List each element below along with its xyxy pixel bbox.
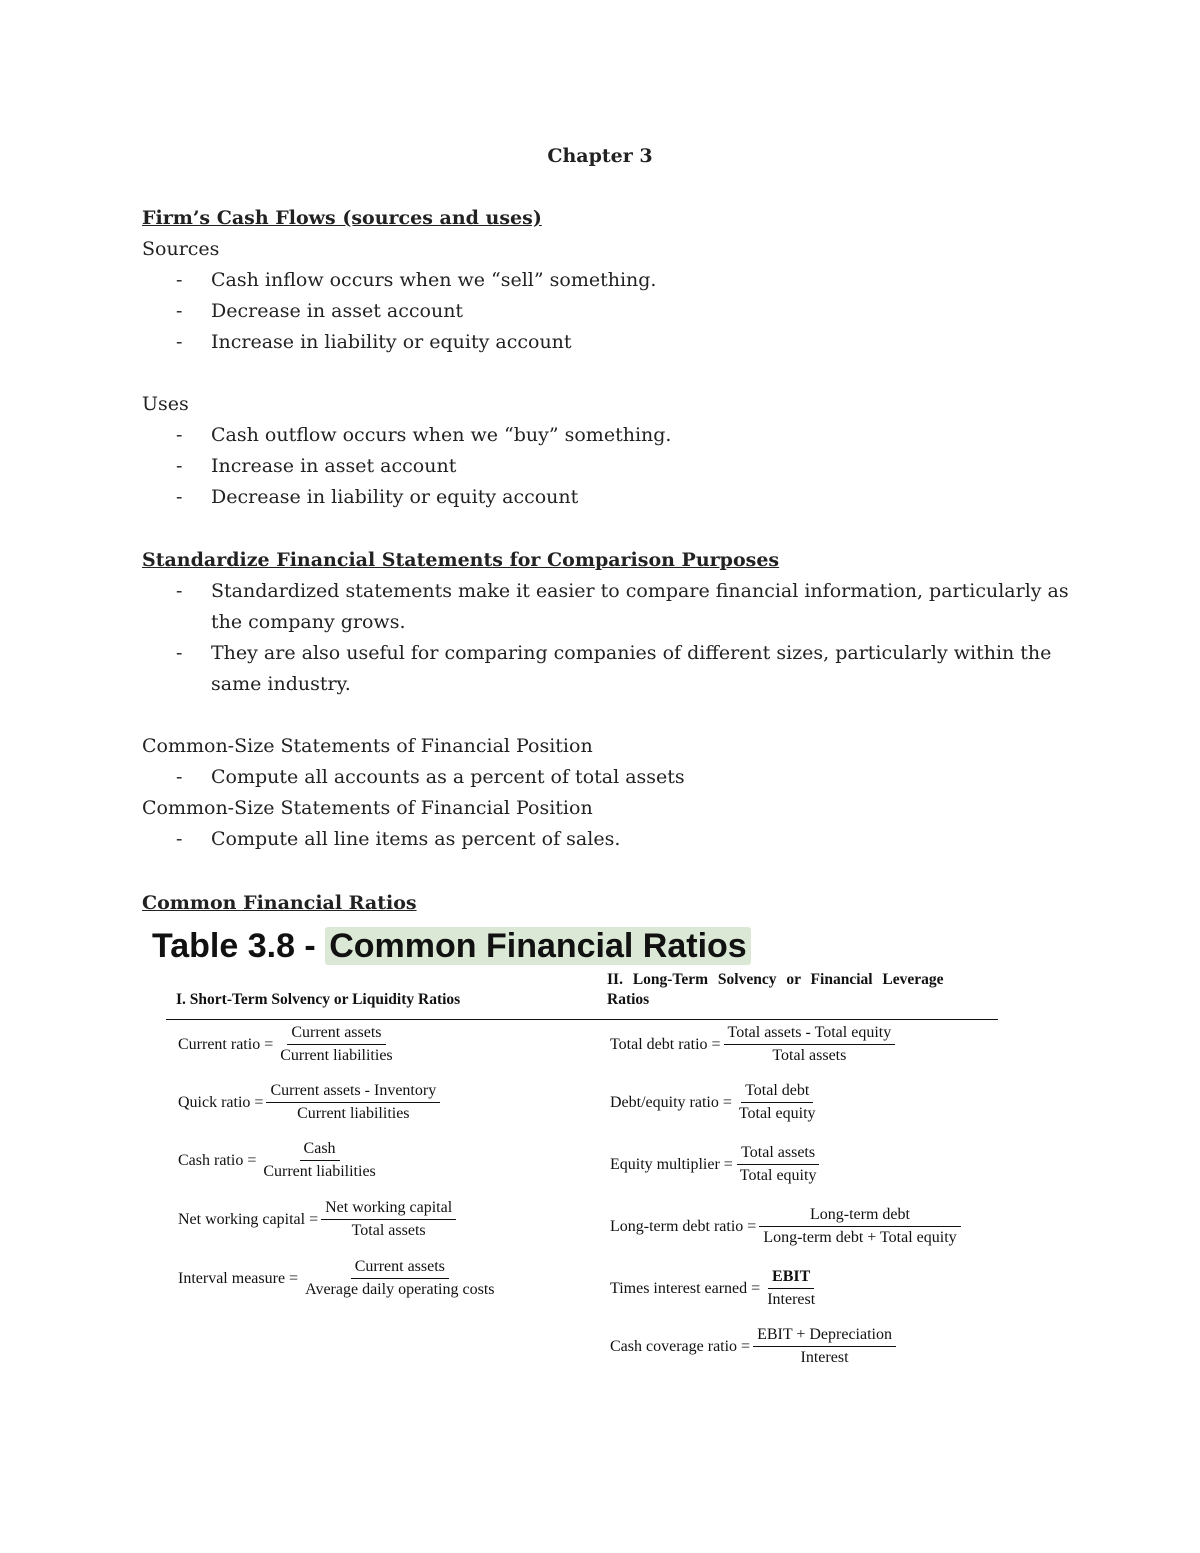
- ratio-fraction: [753, 1325, 896, 1368]
- ratio-label: Times interest earned =: [610, 1279, 761, 1297]
- ratio-fraction: [321, 1198, 456, 1241]
- ratio-fraction: [736, 1143, 821, 1186]
- column-header-leverage-2: Ratios: [607, 991, 650, 1008]
- ratio-denominator: Interest: [800, 1349, 849, 1366]
- section-heading-standardize: Standardize Financial Statements for Comparison Purposes: [142, 549, 780, 571]
- ratio-label: Total debt ratio =: [610, 1035, 721, 1053]
- ratio-times-interest-earned: [610, 1267, 819, 1310]
- ratio-current: [178, 1023, 397, 1066]
- ratio-denominator: Current liabilities: [280, 1047, 393, 1064]
- ratio-fraction: [266, 1081, 440, 1124]
- table-title: [152, 924, 751, 968]
- ratio-denominator: Average daily operating costs: [305, 1281, 495, 1298]
- ratio-total-debt: [610, 1023, 895, 1066]
- ratio-label: Current ratio =: [178, 1035, 274, 1053]
- bullet-dash: -: [176, 424, 183, 446]
- list-item: Compute all line items as percent of sales.: [211, 828, 621, 850]
- bullet-dash: -: [176, 580, 183, 602]
- sources-label: Sources: [142, 238, 220, 260]
- ratio-denominator: Total equity: [739, 1167, 817, 1184]
- ratio-denominator: Current liabilities: [263, 1163, 376, 1180]
- list-item: Decrease in liability or equity account: [211, 486, 579, 508]
- table-title-prefix: Table 3.8 -: [152, 927, 326, 965]
- ratio-denominator: Current liabilities: [297, 1105, 410, 1122]
- section-heading-cash-flows: Firm’s Cash Flows (sources and uses): [142, 207, 542, 229]
- table-rule: [166, 1019, 998, 1020]
- list-item: Cash outflow occurs when we “buy” something.: [211, 424, 672, 446]
- list-item-continuation: the company grows.: [211, 611, 406, 633]
- ratio-equity-multiplier: [610, 1143, 820, 1186]
- list-item: Compute all accounts as a percent of total assets: [211, 766, 685, 788]
- ratio-fraction: [735, 1081, 820, 1124]
- ratio-numerator: Current assets - Inventory: [266, 1081, 440, 1103]
- list-item: Increase in asset account: [211, 455, 457, 477]
- ratio-denominator: Total assets: [772, 1047, 847, 1064]
- section-heading-ratios: Common Financial Ratios: [142, 892, 417, 914]
- ratio-denominator: Total equity: [738, 1105, 816, 1122]
- list-item: They are also useful for comparing companies of different sizes, particularly within the: [211, 642, 1052, 664]
- ratio-numerator: Net working capital: [321, 1198, 456, 1220]
- bullet-dash: -: [176, 642, 183, 664]
- list-item: Cash inflow occurs when we “sell” something.: [211, 269, 657, 291]
- common-size-label: Common-Size Statements of Financial Position: [142, 797, 593, 819]
- ratio-numerator: Current assets: [351, 1257, 449, 1279]
- bullet-dash: -: [176, 828, 183, 850]
- list-item-continuation: same industry.: [211, 673, 351, 695]
- ratio-fraction: [763, 1267, 819, 1310]
- bullet-dash: -: [176, 331, 183, 353]
- column-header-liquidity: I. Short-Term Solvency or Liquidity Ratios: [176, 991, 461, 1008]
- bullet-dash: -: [176, 269, 183, 291]
- list-item: Decrease in asset account: [211, 300, 464, 322]
- ratio-denominator: Total assets: [351, 1222, 426, 1239]
- ratio-denominator: Long-term debt + Total equity: [759, 1226, 960, 1248]
- ratio-fraction: [276, 1023, 396, 1066]
- ratio-interval-measure: [178, 1257, 499, 1300]
- uses-label: Uses: [142, 393, 189, 415]
- list-item: Standardized statements make it easier to compare financial information, particularly as: [211, 580, 1069, 602]
- bullet-dash: -: [176, 766, 183, 788]
- ratio-cash-coverage: [610, 1325, 896, 1368]
- page-title: Chapter 3: [547, 145, 653, 167]
- common-size-label: Common-Size Statements of Financial Position: [142, 735, 593, 757]
- ratio-fraction: [259, 1139, 379, 1182]
- ratio-label: Equity multiplier =: [610, 1155, 733, 1173]
- ratio-numerator: Total assets - Total equity: [724, 1023, 896, 1045]
- ratio-label: Interval measure =: [178, 1269, 299, 1287]
- ratio-numerator: Cash: [300, 1139, 340, 1161]
- ratio-fraction: [724, 1023, 896, 1066]
- ratio-numerator: EBIT + Depreciation: [753, 1325, 896, 1347]
- bullet-dash: -: [176, 486, 183, 508]
- ratio-long-term-debt: [610, 1205, 961, 1248]
- bullet-dash: -: [176, 455, 183, 477]
- ratio-quick: [178, 1081, 440, 1124]
- table-title-highlight: Common Financial Ratios: [325, 927, 751, 965]
- ratio-numerator: Current assets: [287, 1023, 385, 1045]
- ratio-label: Cash ratio =: [178, 1151, 257, 1169]
- ratio-numerator: Total assets: [737, 1143, 819, 1165]
- ratio-label: Cash coverage ratio =: [610, 1337, 751, 1355]
- ratio-label: Quick ratio =: [178, 1093, 264, 1111]
- ratio-label: Debt/equity ratio =: [610, 1093, 732, 1111]
- ratio-denominator: Interest: [767, 1291, 816, 1308]
- ratio-numerator: Long-term debt: [810, 1206, 910, 1223]
- ratio-fraction: [301, 1257, 498, 1300]
- column-header-leverage: II. Long-Term Solvency or Financial Leverage: [607, 971, 944, 988]
- ratio-numerator: Total debt: [741, 1081, 813, 1103]
- ratio-label: Net working capital =: [178, 1210, 319, 1228]
- ratio-fraction: [759, 1205, 960, 1248]
- ratio-cash: [178, 1139, 380, 1182]
- ratio-net-working-capital: [178, 1198, 456, 1241]
- bullet-dash: -: [176, 300, 183, 322]
- ratio-numerator: EBIT: [768, 1267, 814, 1289]
- ratio-debt-equity: [610, 1081, 820, 1124]
- list-item: Increase in liability or equity account: [211, 331, 572, 353]
- ratio-label: Long-term debt ratio =: [610, 1217, 757, 1235]
